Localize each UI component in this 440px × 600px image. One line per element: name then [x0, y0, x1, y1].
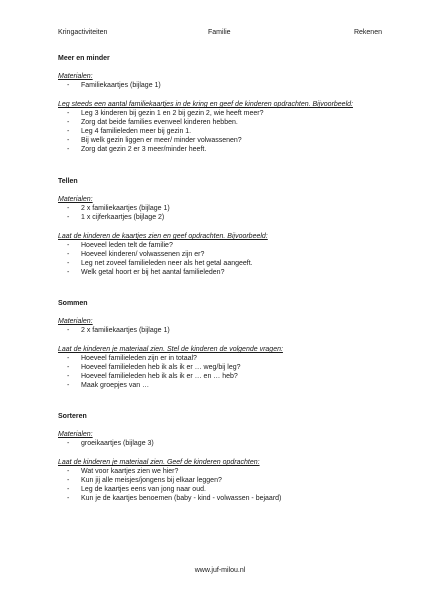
section-meer-en-minder	[58, 54, 388, 154]
header-center: Familie	[208, 29, 231, 36]
activity-item: - Hoeveel kinderen/ volwassenen zijn er?	[58, 250, 388, 259]
materials-item: - groeikaartjes (bijlage 3)	[58, 439, 388, 448]
activity-list	[58, 241, 388, 277]
materials-label: Materialen:	[58, 318, 93, 325]
activity-item: - Welk getal hoort er bij het aantal familieleden?	[58, 268, 388, 277]
header-left: Kringactiviteiten	[58, 29, 108, 36]
activity-item: - Kun jij alle meisjes/jongens bij elkaar leggen?	[58, 476, 388, 485]
activity-item: - Hoeveel leden telt de familie?	[58, 241, 388, 250]
materials-item: - 1 x cijferkaartjes (bijlage 2)	[58, 213, 388, 222]
materials-label: Materialen:	[58, 73, 93, 80]
activity-item: - Wat voor kaartjes zien we hier?	[58, 467, 388, 476]
activity-item: - Bij welk gezin liggen er meer/ minder volwassenen?	[58, 136, 388, 145]
section-title: Meer en minder	[58, 55, 110, 62]
activity-item: - Hoeveel familieleden heb ik als ik er … weg/bij leg?	[58, 363, 388, 372]
materials-list	[58, 204, 388, 222]
materials-item: - 2 x familiekaartjes (bijlage 1)	[58, 204, 388, 213]
instruction-text: Laat de kinderen de kaartjes zien en geef opdrachten. Bijvoorbeeld:	[58, 233, 268, 240]
section-sorteren	[58, 412, 388, 503]
activity-item: - Leg 4 familieleden meer bij gezin 1.	[58, 127, 388, 136]
page-header	[58, 28, 382, 38]
activity-item: - Maak groepjes van …	[58, 381, 388, 390]
materials-label: Materialen:	[58, 196, 93, 203]
section-tellen	[58, 177, 388, 277]
activity-item: - Zorg dat beide families evenveel kinderen hebben.	[58, 118, 388, 127]
instruction-text: Leg steeds een aantal familiekaartjes in de kring en geef de kinderen opdrachten. Bijvoorbeeld:	[58, 101, 353, 108]
activity-item: - Zorg dat gezin 2 er 3 meer/minder heeft.	[58, 145, 388, 154]
header-right: Rekenen	[353, 29, 382, 36]
instruction-text: Laat de kinderen je materiaal zien. Stel de kinderen de volgende vragen:	[58, 346, 283, 353]
activity-item: - Hoeveel familieleden zijn er in totaal?	[58, 354, 388, 363]
section-title: Sorteren	[58, 413, 87, 420]
activity-item: - Leg net zoveel familieleden neer als het getal aangeeft.	[58, 259, 388, 268]
materials-list	[58, 326, 388, 335]
section-title: Tellen	[58, 178, 78, 185]
activity-list	[58, 467, 388, 503]
materials-list	[58, 81, 388, 90]
activity-item: - Kun je de kaartjes benoemen (baby - kind - volwassen - bejaard)	[58, 494, 388, 503]
activity-list	[58, 354, 388, 390]
materials-label: Materialen:	[58, 431, 93, 438]
footer-url: www.juf-milou.nl	[194, 567, 246, 574]
activity-item: - Leg de kaartjes eens van jong naar oud.	[58, 485, 388, 494]
section-title: Sommen	[58, 300, 88, 307]
activity-item: - Hoeveel familieleden heb ik als ik er … en … heb?	[58, 372, 388, 381]
activity-list	[58, 109, 388, 154]
instruction-text: Laat de kinderen je materiaal zien. Geef de kinderen opdrachten:	[58, 459, 260, 466]
materials-item: - 2 x familiekaartjes (bijlage 1)	[58, 326, 388, 335]
activity-item: - Leg 3 kinderen bij gezin 1 en 2 bij gezin 2, wie heeft meer?	[58, 109, 388, 118]
materials-item: - Familiekaartjes (bijlage 1)	[58, 81, 388, 90]
section-sommen	[58, 299, 388, 390]
materials-list	[58, 439, 388, 448]
